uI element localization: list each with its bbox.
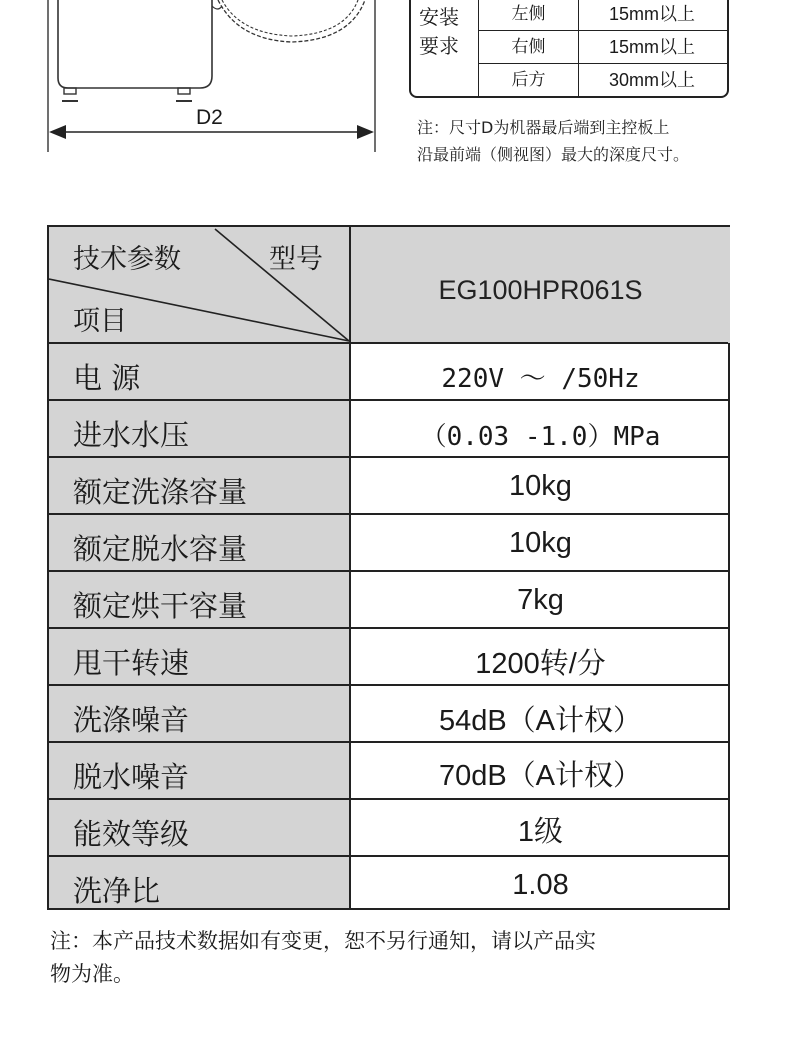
- install-clearance: 30mm以上: [609, 70, 696, 90]
- header-model-label: 型号: [269, 244, 323, 275]
- install-row-right: [479, 31, 729, 64]
- spec-label-spin-noise: 脱水噪音: [73, 760, 190, 794]
- spec-label-water-pressure: 进水水压: [73, 418, 190, 452]
- spec-table: [47, 225, 730, 910]
- install-requirements-table: [409, 0, 729, 98]
- divider: [49, 399, 728, 401]
- header-tech-params: 技术参数: [73, 244, 181, 275]
- install-requirements-label: 安装 要求: [411, 0, 479, 96]
- spec-value-water-pressure: （0.03 -1.0）MPa: [420, 422, 661, 452]
- spec-label-energy-grade: 能效等级: [73, 817, 190, 851]
- spec-value-washing-ratio: 1.08: [512, 869, 569, 901]
- spec-value-wash-capacity: 10kg: [509, 470, 572, 502]
- divider: [49, 627, 728, 629]
- divider: [49, 342, 728, 344]
- install-side: 左侧: [479, 0, 579, 31]
- install-side: 右侧: [479, 31, 579, 64]
- divider: [49, 741, 728, 743]
- spec-label-spin-speed: 甩干转速: [73, 646, 190, 680]
- spec-label-spin-capacity: 额定脱水容量: [73, 532, 248, 566]
- divider: [49, 855, 728, 857]
- dimension-diagram: [0, 0, 400, 160]
- spec-value-spin-noise: 70dB（A计权）: [438, 760, 643, 792]
- spec-value-dry-capacity: 7kg: [517, 584, 564, 616]
- spec-value-wash-noise: 54dB（A计权）: [438, 705, 643, 737]
- divider: [49, 513, 728, 515]
- install-row-back: [479, 64, 729, 97]
- spec-label-wash-noise: 洗涤噪音: [73, 703, 190, 737]
- install-row-left: [479, 0, 729, 31]
- divider: [49, 456, 728, 458]
- d2-dimension-label: D2: [196, 106, 223, 129]
- divider: [49, 684, 728, 686]
- install-clearance: 15mm以上: [609, 4, 696, 24]
- spec-value-spin-capacity: 10kg: [509, 527, 572, 559]
- spec-value-energy-grade: 1级: [517, 816, 564, 848]
- divider: [49, 570, 728, 572]
- divider: [49, 798, 728, 800]
- install-clearance: 15mm以上: [609, 37, 696, 57]
- install-side: 后方: [479, 64, 579, 97]
- spec-label-power: 电 源: [73, 361, 141, 395]
- spec-label-washing-ratio: 洗净比: [73, 874, 161, 908]
- dimension-note: 注：尺寸D为机器最后端到主控板上 沿最前端（侧视图）最大的深度尺寸。: [417, 118, 690, 164]
- spec-value-power: 220V ～ /50Hz: [441, 364, 640, 394]
- spec-label-wash-capacity: 额定洗涤容量: [73, 475, 248, 509]
- spec-label-dry-capacity: 额定烘干容量: [73, 589, 248, 623]
- header-item-label: 项目: [73, 306, 127, 337]
- disclaimer-note: 注：本产品技术数据如有变更，恕不另行通知，请以产品实 物为准。: [50, 929, 596, 986]
- machine-side-drawing: [0, 0, 400, 160]
- model-number: EG100HPR061S: [438, 275, 643, 305]
- spec-value-spin-speed: 1200转/分: [475, 648, 606, 680]
